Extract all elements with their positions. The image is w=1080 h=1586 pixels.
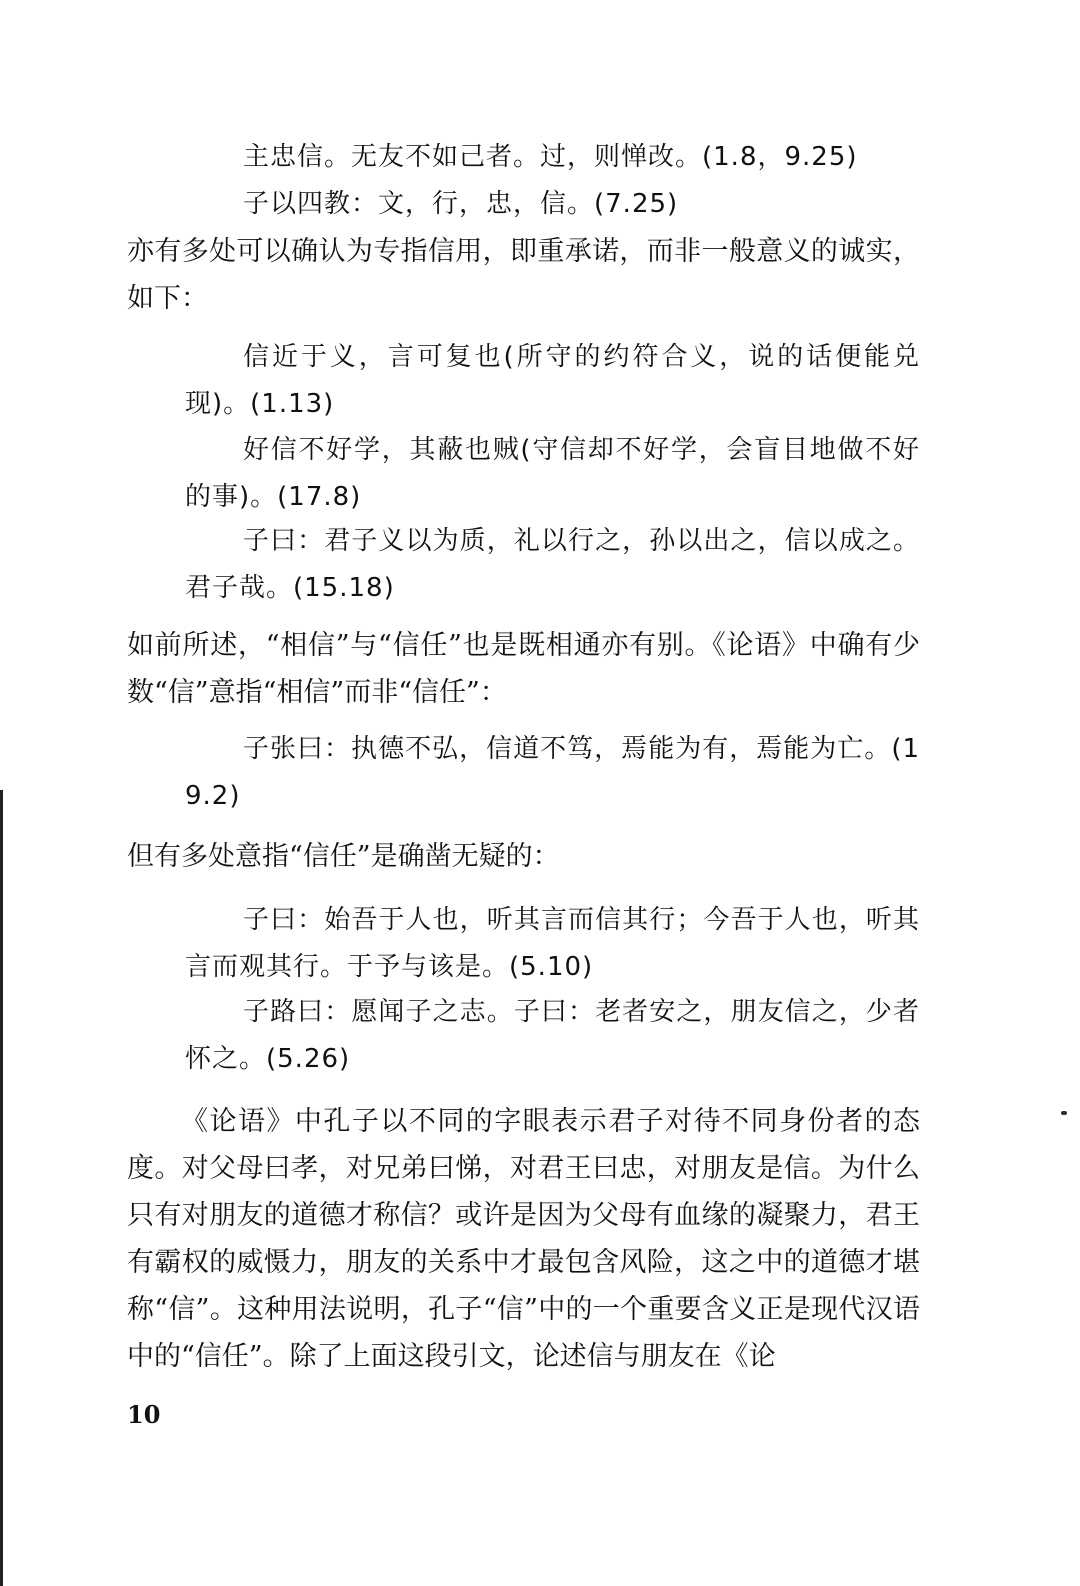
quote-5-10: 子曰：始吾于人也，听其言而信其行；今吾于人也，听其言而观其行。于予与该是。(5.10) xyxy=(185,905,920,982)
paragraph-trust-certain: 但有多处意指“信任”是确凿无疑的： xyxy=(127,841,560,872)
quote-1-8: 主忠信。无友不如己者。过，则惮改。(1.8，9.25) xyxy=(243,142,858,172)
scan-edge-line xyxy=(0,790,3,1586)
quote-17-8: 好信不好学，其蔽也贼(守信却不好学，会盲目地做不好的事)。(17.8) xyxy=(185,435,920,512)
quote-5-26: 子路曰：愿闻子之志。子曰：老者安之，朋友信之，少者怀之。(5.26) xyxy=(185,997,920,1074)
paragraph-analects-friends: 《论语》中孔子以不同的字眼表示君子对待不同身份者的态度。对父母曰孝，对兄弟曰悌，对君王曰忠，对朋友是信。为什么只有对朋友的道德才称信？或许是因为父母有血缘的凝聚力，君王有霸权的威慑力，朋友的关系中才最包含风险，这之中的道德才堪称“信”。这种用法说明，孔子“信”中的一个重要含义正是现代汉语中的“信任”。除了上面这段引文，论述信与朋友在《论 xyxy=(127,1106,920,1372)
quote-15-18: 子曰：君子义以为质，礼以行之，孙以出之，信以成之。君子哉。(15.18) xyxy=(185,526,920,603)
quote-7-25: 子以四教：文，行，忠，信。(7.25) xyxy=(243,189,679,219)
scan-speck xyxy=(1061,1111,1067,1115)
quote-19-2: 子张曰：执德不弘，信道不笃，焉能为有，焉能为亡。(19.2) xyxy=(185,734,920,811)
paragraph-credit-meaning: 亦有多处可以确认为专指信用，即重承诺，而非一般意义的诚实，如下： xyxy=(127,236,920,314)
quote-1-13: 信近于义，言可复也(所守的约符合义，说的话便能兑现)。(1.13) xyxy=(185,342,920,419)
paragraph-trust-distinction: 如前所述，“相信”与“信任”也是既相通亦有别。《论语》中确有少数“信”意指“相信”而非“信任”： xyxy=(127,630,920,708)
page-number: 10 xyxy=(127,1400,161,1429)
